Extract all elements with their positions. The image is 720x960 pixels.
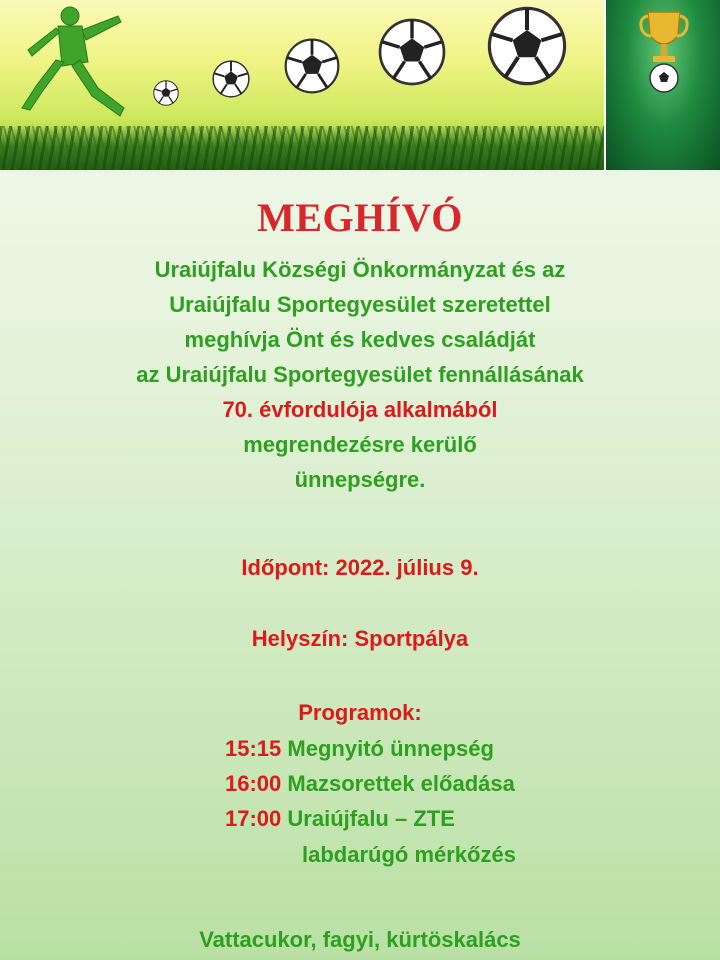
event-venue: Helyszín: Sportpálya	[251, 626, 469, 651]
program-item	[225, 801, 455, 836]
anniversary-line: 70. évfordulója alkalmából	[222, 397, 498, 422]
program-item	[225, 766, 515, 801]
invitation-title: MEGHÍVÓ	[257, 195, 463, 240]
intro-line: az Uraiújfalu Sportegyesület fennállásának	[136, 362, 584, 387]
intro-line: Uraiújfalu Községi Önkormányzat és az	[154, 257, 566, 282]
program-label: Mazsorettek előadása	[287, 771, 515, 796]
soccer-ball-icon	[378, 18, 446, 86]
event-date: Időpont: 2022. július 9.	[241, 555, 479, 580]
soccer-ball-icon	[487, 6, 567, 86]
program-continuation: labdarúgó mérkőzés	[302, 842, 516, 867]
program-label: Megnyitó ünnepség	[287, 736, 494, 761]
occasion-line: megrendezésre kerülő	[243, 432, 477, 457]
program-time: 16:00	[225, 771, 282, 796]
program-time: 15:15	[225, 736, 282, 761]
program-time: 17:00	[225, 806, 282, 831]
soccer-ball-icon	[284, 38, 340, 94]
header-banner	[0, 0, 720, 170]
trophy-panel	[604, 0, 720, 170]
soccer-player-icon	[2, 4, 142, 124]
footer-line: Vattacukor, fagyi, kürtöskalács	[199, 927, 521, 952]
intro-line: Uraiújfalu Sportegyesület szeretettel	[169, 292, 551, 317]
soccer-ball-icon	[212, 60, 250, 98]
invitation-body	[0, 192, 720, 497]
occasion-line: ünnepségre.	[294, 467, 426, 492]
program-label: Uraiújfalu – ZTE	[287, 806, 455, 831]
program-item	[225, 731, 494, 766]
grass-strip	[0, 126, 604, 170]
intro-line: meghívja Önt és kedves családját	[184, 327, 536, 352]
soccer-ball-icon	[153, 80, 179, 106]
trophy-icon	[636, 6, 692, 96]
programs-heading: Programok:	[298, 700, 422, 725]
